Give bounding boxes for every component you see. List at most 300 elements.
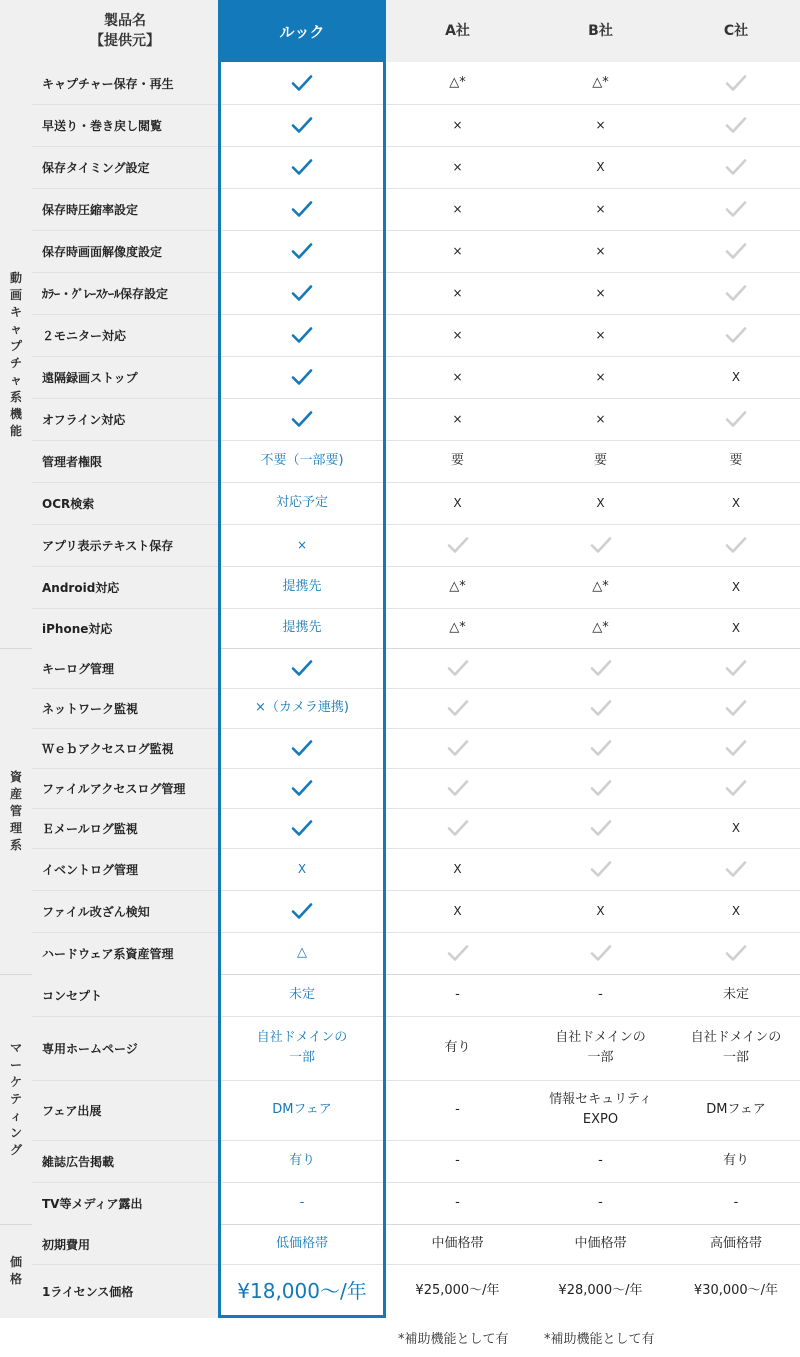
cell-b xyxy=(529,104,672,146)
product-name-label: 製品名 xyxy=(104,13,146,29)
cell-luck xyxy=(218,1224,386,1264)
cell-b xyxy=(529,768,672,808)
cell-a xyxy=(386,608,529,648)
check-gray-icon xyxy=(590,739,612,757)
cell-value: 情報セキュリティ EXPO xyxy=(549,1092,652,1127)
feature-name: 保存時画面解像度設定 xyxy=(42,244,163,259)
category-label: 価 格 xyxy=(9,1255,22,1286)
check-icon xyxy=(291,326,313,344)
cell-value: 高価格帯 xyxy=(709,1236,762,1251)
cell-luck xyxy=(218,808,386,848)
cell-c xyxy=(672,688,800,728)
cell-luck xyxy=(218,1016,386,1080)
feature-name: ファイル改ざん検知 xyxy=(42,904,150,919)
row-divider xyxy=(32,440,800,441)
check-gray-icon xyxy=(447,699,469,717)
cell-value: × xyxy=(296,538,308,552)
cell-c xyxy=(672,1224,800,1264)
check-icon xyxy=(291,739,313,757)
check-gray-icon xyxy=(725,326,747,344)
cell-a xyxy=(386,62,529,104)
row-divider xyxy=(32,608,800,609)
check-gray-icon xyxy=(447,536,469,554)
cell-a xyxy=(386,146,529,188)
cell-b xyxy=(529,440,672,482)
cell-b xyxy=(529,808,672,848)
check-gray-icon xyxy=(725,779,747,797)
cell-luck xyxy=(218,1080,386,1140)
cell-value: 未定 xyxy=(722,987,749,1002)
cell-a xyxy=(386,1080,529,1140)
cell-b xyxy=(529,1140,672,1182)
row-divider xyxy=(32,1140,800,1141)
check-gray-icon xyxy=(725,860,747,878)
check-gray-icon xyxy=(725,410,747,428)
check-gray-icon xyxy=(590,779,612,797)
feature-name: オフライン対応 xyxy=(42,412,126,427)
cell-a xyxy=(386,398,529,440)
cell-value: DMフェア xyxy=(706,1102,766,1117)
cell-b xyxy=(529,62,672,104)
check-icon xyxy=(291,902,313,920)
cell-a xyxy=(386,230,529,272)
cell-luck xyxy=(218,104,386,146)
cell-luck xyxy=(218,974,386,1016)
feature-name: コンセプト xyxy=(42,988,103,1003)
check-gray-icon xyxy=(590,536,612,554)
feature-name: ２モニター対応 xyxy=(42,328,127,343)
cell-c xyxy=(672,146,800,188)
cell-value: × xyxy=(595,328,606,342)
cell-b xyxy=(529,1224,672,1264)
cell-luck xyxy=(218,146,386,188)
check-gray-icon xyxy=(447,944,469,962)
check-gray-icon xyxy=(590,659,612,677)
check-gray-icon xyxy=(725,739,747,757)
cell-value: 低価格帯 xyxy=(275,1236,328,1251)
column-header-b: B社 xyxy=(588,23,613,39)
cell-value: 対応予定 xyxy=(275,495,328,510)
provider-label: 【提供元】 xyxy=(90,33,160,49)
row-divider xyxy=(32,188,800,189)
cell-c xyxy=(672,890,800,932)
feature-name: iPhone対応 xyxy=(42,621,113,636)
cell-value: X xyxy=(297,862,307,876)
cell-a xyxy=(386,482,529,524)
cell-c xyxy=(672,648,800,688)
cell-value: - xyxy=(455,987,460,1002)
cell-c xyxy=(672,356,800,398)
check-icon xyxy=(291,410,313,428)
cell-luck xyxy=(218,272,386,314)
cell-value: × xyxy=(452,370,463,384)
cell-value: - xyxy=(299,1195,305,1210)
product-name-header xyxy=(32,0,218,62)
row-divider xyxy=(32,848,800,849)
cell-c xyxy=(672,608,800,648)
cell-value: - xyxy=(598,1153,603,1168)
cell-b xyxy=(529,688,672,728)
check-gray-icon xyxy=(725,944,747,962)
cell-value: × xyxy=(452,160,463,174)
cell-a xyxy=(386,566,529,608)
cell-a xyxy=(386,356,529,398)
cell-value: - xyxy=(733,1195,739,1210)
cell-value: △* xyxy=(592,75,609,90)
check-icon xyxy=(291,819,313,837)
cell-b xyxy=(529,890,672,932)
cell-a xyxy=(386,1264,529,1318)
cell-value: - xyxy=(455,1195,460,1210)
category-label: マ ー ケ テ ィ ン グ xyxy=(9,1040,22,1157)
check-gray-icon xyxy=(725,536,747,554)
cell-c xyxy=(672,272,800,314)
row-divider xyxy=(32,1182,800,1183)
cell-value: - xyxy=(455,1102,460,1117)
cell-c xyxy=(672,808,800,848)
row-divider xyxy=(32,932,800,933)
cell-value: ¥18,000〜/年 xyxy=(237,1279,367,1303)
feature-name: TV等メディア露出 xyxy=(42,1196,143,1211)
check-gray-icon xyxy=(725,116,747,134)
cell-c xyxy=(672,768,800,808)
cell-value: X xyxy=(596,160,605,174)
cell-c xyxy=(672,1264,800,1318)
cell-value: × xyxy=(595,202,606,216)
cell-value: × xyxy=(452,202,463,216)
row-divider xyxy=(32,356,800,357)
cell-a xyxy=(386,728,529,768)
check-gray-icon xyxy=(590,819,612,837)
cell-value: 有り xyxy=(444,1040,471,1055)
check-gray-icon xyxy=(590,944,612,962)
column-header-luck: ルック xyxy=(218,0,386,62)
check-gray-icon xyxy=(725,242,747,260)
cell-luck xyxy=(218,356,386,398)
cell-value: 有り xyxy=(722,1153,749,1168)
cell-c xyxy=(672,524,800,566)
cell-value: X xyxy=(731,496,741,510)
cell-value: × xyxy=(595,370,606,384)
cell-value: ¥30,000〜/年 xyxy=(693,1283,779,1298)
cell-luck xyxy=(218,1140,386,1182)
row-divider xyxy=(32,104,800,105)
category-label: 動 画 キ ャ プ チ ャ 系 機 能 xyxy=(9,271,22,438)
cell-c xyxy=(672,440,800,482)
row-divider xyxy=(32,398,800,399)
feature-name: 遠隔録画ストップ xyxy=(42,370,138,385)
cell-a xyxy=(386,932,529,974)
cell-value: - xyxy=(598,1195,603,1210)
feature-name: Ｗｅｂアクセスログ監視 xyxy=(42,741,174,756)
cell-value: X xyxy=(731,621,741,635)
cell-c xyxy=(672,1016,800,1080)
cell-value: 提携先 xyxy=(282,620,322,635)
check-icon xyxy=(291,779,313,797)
cell-luck xyxy=(218,890,386,932)
column-header-c: C社 xyxy=(723,23,749,39)
cell-luck xyxy=(218,398,386,440)
cell-value: X xyxy=(453,904,462,918)
row-divider xyxy=(32,272,800,273)
cell-a xyxy=(386,890,529,932)
cell-value: × xyxy=(595,244,606,258)
cell-a xyxy=(386,1182,529,1224)
cell-a xyxy=(386,1016,529,1080)
cell-b xyxy=(529,230,672,272)
feature-name: キーログ管理 xyxy=(42,661,115,676)
cell-luck xyxy=(218,1264,386,1318)
feature-name: フェア出展 xyxy=(42,1103,102,1118)
check-gray-icon xyxy=(725,158,747,176)
cell-value: - xyxy=(598,987,603,1002)
check-icon xyxy=(291,368,313,386)
feature-name: 雑誌広告掲載 xyxy=(42,1154,115,1169)
check-icon xyxy=(291,242,313,260)
table-header xyxy=(0,0,800,62)
cell-b xyxy=(529,482,672,524)
check-icon xyxy=(291,116,313,134)
cell-value: × xyxy=(595,118,606,132)
cell-c xyxy=(672,188,800,230)
cell-c xyxy=(672,1080,800,1140)
feature-name: Android対応 xyxy=(42,580,120,595)
cell-b xyxy=(529,398,672,440)
cell-value: - xyxy=(455,1153,460,1168)
cell-b xyxy=(529,728,672,768)
cell-luck xyxy=(218,608,386,648)
row-divider xyxy=(32,146,800,147)
cell-value: × xyxy=(452,286,463,300)
cell-c xyxy=(672,62,800,104)
cell-a xyxy=(386,188,529,230)
cell-luck xyxy=(218,932,386,974)
cell-a xyxy=(386,524,529,566)
cell-b xyxy=(529,566,672,608)
cell-value: △* xyxy=(592,579,609,594)
cell-value: X xyxy=(731,370,741,384)
cell-b xyxy=(529,648,672,688)
cell-value: X xyxy=(731,904,741,918)
cell-luck xyxy=(218,728,386,768)
cell-a xyxy=(386,974,529,1016)
cell-a xyxy=(386,314,529,356)
check-icon xyxy=(291,659,313,677)
cell-value: 未定 xyxy=(288,987,315,1002)
check-gray-icon xyxy=(725,659,747,677)
check-gray-icon xyxy=(725,74,747,92)
check-icon xyxy=(291,284,313,302)
cell-value: 中価格帯 xyxy=(431,1236,484,1251)
cell-luck xyxy=(218,314,386,356)
cell-b xyxy=(529,848,672,890)
cell-value: 要 xyxy=(593,453,607,468)
cell-c xyxy=(672,566,800,608)
cell-value: 提携先 xyxy=(282,579,322,594)
cell-b xyxy=(529,356,672,398)
cell-value: DMフェア xyxy=(272,1102,332,1117)
cell-value: × xyxy=(452,412,463,426)
feature-name: アプリ表示テキスト保存 xyxy=(42,538,174,553)
check-gray-icon xyxy=(590,699,612,717)
cell-c xyxy=(672,398,800,440)
cell-value: △* xyxy=(449,620,466,635)
check-gray-icon xyxy=(725,284,747,302)
check-icon xyxy=(291,200,313,218)
row-divider xyxy=(32,566,800,567)
cell-luck xyxy=(218,1182,386,1224)
row-divider xyxy=(32,688,800,689)
feature-name: ｶﾗｰ・ｸﾞﾚｰｽｹｰﾙ保存設定 xyxy=(42,286,169,301)
row-divider xyxy=(32,482,800,483)
row-divider xyxy=(32,768,800,769)
check-icon xyxy=(291,74,313,92)
cell-value: △* xyxy=(449,579,466,594)
cell-b xyxy=(529,974,672,1016)
feature-name: OCR検索 xyxy=(42,496,95,511)
row-divider xyxy=(32,314,800,315)
check-gray-icon xyxy=(447,659,469,677)
cell-c xyxy=(672,728,800,768)
cell-value: X xyxy=(731,821,741,835)
cell-b xyxy=(529,1264,672,1318)
feature-name: 初期費用 xyxy=(42,1237,91,1252)
feature-name: 管理者権限 xyxy=(42,454,103,469)
check-gray-icon xyxy=(447,819,469,837)
row-divider xyxy=(32,1080,800,1081)
row-divider xyxy=(32,524,800,525)
cell-b xyxy=(529,524,672,566)
cell-luck xyxy=(218,62,386,104)
cell-luck xyxy=(218,566,386,608)
feature-name: 早送り・巻き戻し閲覧 xyxy=(42,118,163,133)
feature-name: ネットワーク監視 xyxy=(42,701,139,716)
cell-luck xyxy=(218,440,386,482)
feature-name: Ｅメールログ監視 xyxy=(42,821,138,836)
feature-name: 保存時圧縮率設定 xyxy=(42,202,139,217)
cell-value: 自社ドメインの 一部 xyxy=(555,1030,646,1065)
cell-c xyxy=(672,1182,800,1224)
cell-value: × xyxy=(452,118,463,132)
cell-value: ¥25,000〜/年 xyxy=(415,1283,500,1298)
cell-value: X xyxy=(731,580,741,594)
cell-b xyxy=(529,1182,672,1224)
cell-luck xyxy=(218,524,386,566)
cell-luck xyxy=(218,230,386,272)
check-gray-icon xyxy=(725,699,747,717)
cell-a xyxy=(386,1140,529,1182)
check-gray-icon xyxy=(725,200,747,218)
cell-b xyxy=(529,1080,672,1140)
cell-value: 中価格帯 xyxy=(574,1236,627,1251)
feature-name: キャプチャー保存・再生 xyxy=(42,76,174,91)
row-divider xyxy=(32,728,800,729)
cell-c xyxy=(672,932,800,974)
feature-name: 保存タイミング設定 xyxy=(42,160,150,175)
cell-value: 要 xyxy=(729,453,743,468)
cell-luck xyxy=(218,688,386,728)
cell-a xyxy=(386,104,529,146)
cell-c xyxy=(672,230,800,272)
check-gray-icon xyxy=(447,739,469,757)
cell-value: 有り xyxy=(288,1153,315,1168)
cell-value: 要 xyxy=(450,453,464,468)
cell-value: X xyxy=(596,904,605,918)
cell-a xyxy=(386,1224,529,1264)
cell-value: × xyxy=(452,244,463,258)
cell-value: 自社ドメインの 一部 xyxy=(690,1030,782,1065)
cell-a xyxy=(386,768,529,808)
cell-value: X xyxy=(453,496,462,510)
feature-name: 専用ホームページ xyxy=(42,1041,138,1056)
cell-luck xyxy=(218,482,386,524)
cell-value: 不要（一部要) xyxy=(260,453,344,468)
check-icon xyxy=(291,158,313,176)
cell-a xyxy=(386,272,529,314)
row-divider xyxy=(32,1016,800,1017)
cell-value: ×（カメラ連携) xyxy=(255,700,349,715)
row-divider xyxy=(32,1264,800,1265)
cell-value: X xyxy=(453,862,462,876)
feature-name: 1ライセンス価格 xyxy=(42,1284,134,1299)
row-divider xyxy=(32,808,800,809)
column-header-a: A社 xyxy=(445,23,470,39)
row-divider xyxy=(32,890,800,891)
category-label: 資 産 管 理 系 xyxy=(9,769,22,852)
cell-value: 自社ドメインの 一部 xyxy=(256,1030,348,1065)
footnote-a: *補助機能として有 xyxy=(398,1332,509,1347)
cell-value: ¥28,000〜/年 xyxy=(558,1283,643,1298)
cell-a xyxy=(386,808,529,848)
feature-name: ファイルアクセスログ管理 xyxy=(42,781,186,796)
cell-b xyxy=(529,146,672,188)
cell-value: △* xyxy=(592,620,609,635)
cell-value: × xyxy=(452,328,463,342)
cell-c xyxy=(672,104,800,146)
cell-a xyxy=(386,848,529,890)
cell-a xyxy=(386,648,529,688)
cell-luck xyxy=(218,848,386,890)
cell-b xyxy=(529,314,672,356)
feature-name: イベントログ管理 xyxy=(42,862,139,877)
cell-a xyxy=(386,688,529,728)
cell-value: X xyxy=(596,496,605,510)
cell-value: △ xyxy=(297,945,307,960)
check-gray-icon xyxy=(447,779,469,797)
cell-b xyxy=(529,608,672,648)
cell-c xyxy=(672,1140,800,1182)
cell-b xyxy=(529,1016,672,1080)
cell-c xyxy=(672,482,800,524)
cell-b xyxy=(529,932,672,974)
footnote-b: *補助機能として有 xyxy=(544,1332,655,1347)
cell-c xyxy=(672,848,800,890)
cell-luck xyxy=(218,768,386,808)
cell-luck xyxy=(218,648,386,688)
feature-name: ハードウェア系資産管理 xyxy=(42,946,174,961)
cell-c xyxy=(672,314,800,356)
cell-luck xyxy=(218,188,386,230)
cell-b xyxy=(529,272,672,314)
cell-a xyxy=(386,440,529,482)
check-gray-icon xyxy=(590,860,612,878)
cell-b xyxy=(529,188,672,230)
cell-value: △* xyxy=(449,75,466,90)
cell-value: × xyxy=(595,412,606,426)
row-divider xyxy=(32,230,800,231)
cell-c xyxy=(672,974,800,1016)
cell-value: × xyxy=(595,286,606,300)
